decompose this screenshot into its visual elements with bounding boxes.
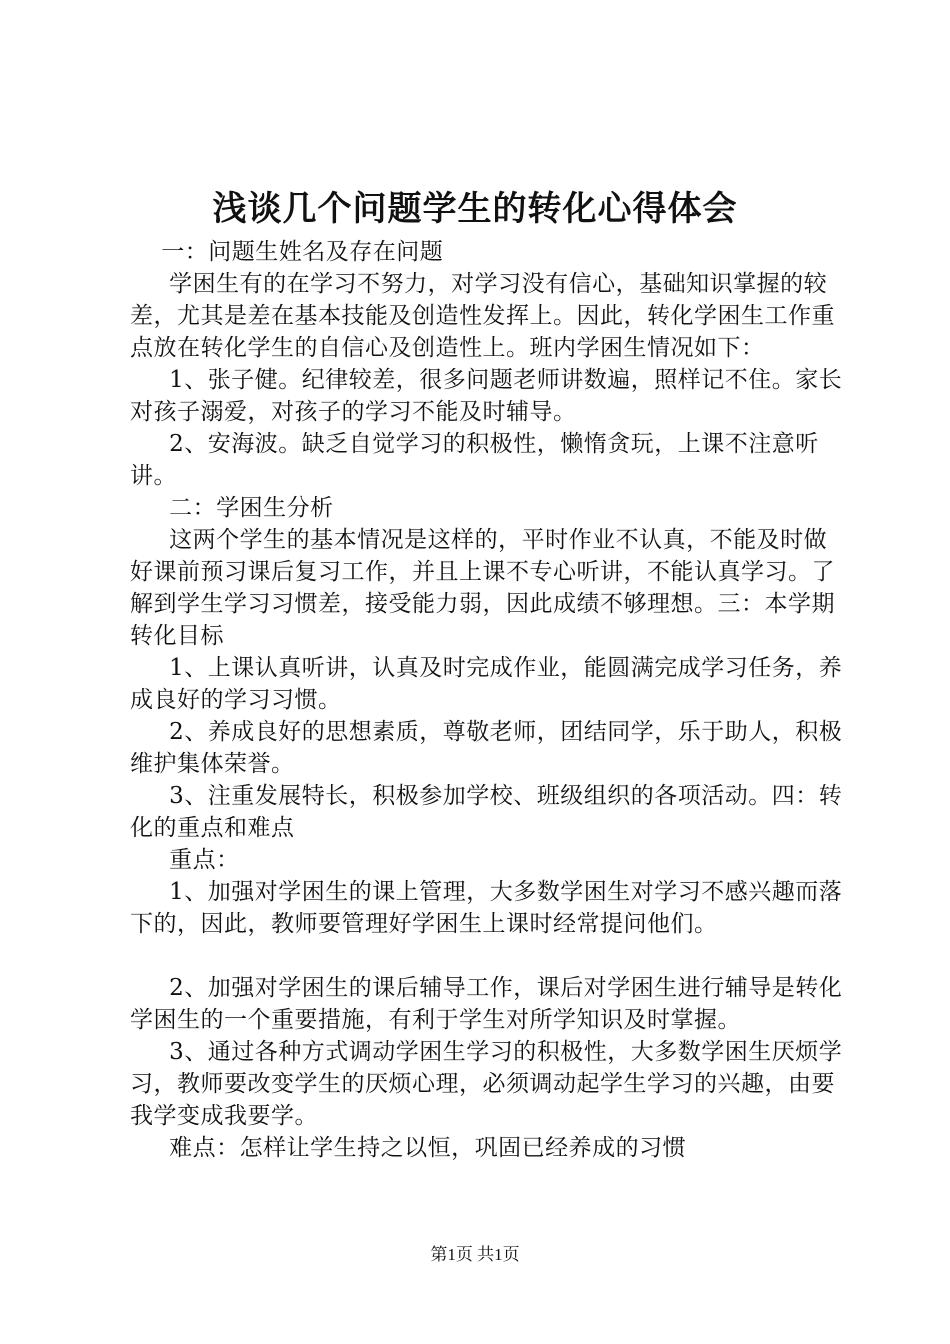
blank-line xyxy=(130,940,850,972)
section-heading-problem-students: 一：问题生姓名及存在问题 xyxy=(130,239,444,265)
section-heading-analysis: 二：学困生分析 xyxy=(130,495,334,521)
paragraph-goal-1: 1、上课认真听讲，认真及时完成作业，能圆满完成学习任务，养成良好的学习习惯。 xyxy=(130,655,843,713)
paragraph-key-point-1: 1、加强对学困生的课上管理，大多数学困生对学习不感兴趣而落下的，因此，教师要管理好学困生上课时经常提问他们。 xyxy=(130,879,843,937)
label-key-points: 重点： xyxy=(130,847,240,873)
paragraph-student-2: 2、安海波。缺乏自觉学习的积极性，懒惰贪玩，上课不注意听讲。 xyxy=(130,431,819,489)
paragraph-difficulty: 难点：怎样让学生持之以恒，巩固已经养成的习惯 xyxy=(130,1135,687,1161)
document-body xyxy=(130,236,850,1164)
paragraph-goal-2: 2、养成良好的思想素质，尊敬老师，团结同学，乐于助人，积极维护集体荣誉。 xyxy=(130,719,843,777)
paragraph-key-point-2: 2、加强对学困生的课后辅导工作，课后对学困生进行辅导是转化学困生的一个重要措施，有利于学生对所学知识及时掌握。 xyxy=(130,975,843,1033)
page-footer: 第1页 共1页 xyxy=(430,1245,520,1264)
paragraph-analysis: 这两个学生的基本情况是这样的，平时作业不认真，不能及时做好课前预习课后复习工作，并且上课不专心听讲，不能认真学习。了解到学生学习习惯差，接受能力弱，因此成绩不够理想。三：本学期转化目标 xyxy=(130,527,835,649)
paragraph-key-point-3: 3、通过各种方式调动学困生学习的积极性，大多数学困生厌烦学习，教师要改变学生的厌烦心理，必须调动起学生学习的兴趣，由要我学变成我要学。 xyxy=(130,1039,843,1129)
paragraph-goal-3: 3、注重发展特长，积极参加学校、班级组织的各项活动。四：转化的重点和难点 xyxy=(130,783,843,841)
paragraph-intro: 学困生有的在学习不努力，对学习没有信心，基础知识掌握的较差，尤其是差在基本技能及创造性发挥上。因此，转化学困生工作重点放在转化学生的自信心及创造性上。班内学困生情况如下： xyxy=(130,271,835,361)
document-title: 浅谈几个问题学生的转化心得体会 xyxy=(212,189,738,229)
paragraph-student-1: 1、张子健。纪律较差，很多问题老师讲数遍，照样记不住。家长对孩子溺爱，对孩子的学习不能及时辅导。 xyxy=(130,367,843,425)
